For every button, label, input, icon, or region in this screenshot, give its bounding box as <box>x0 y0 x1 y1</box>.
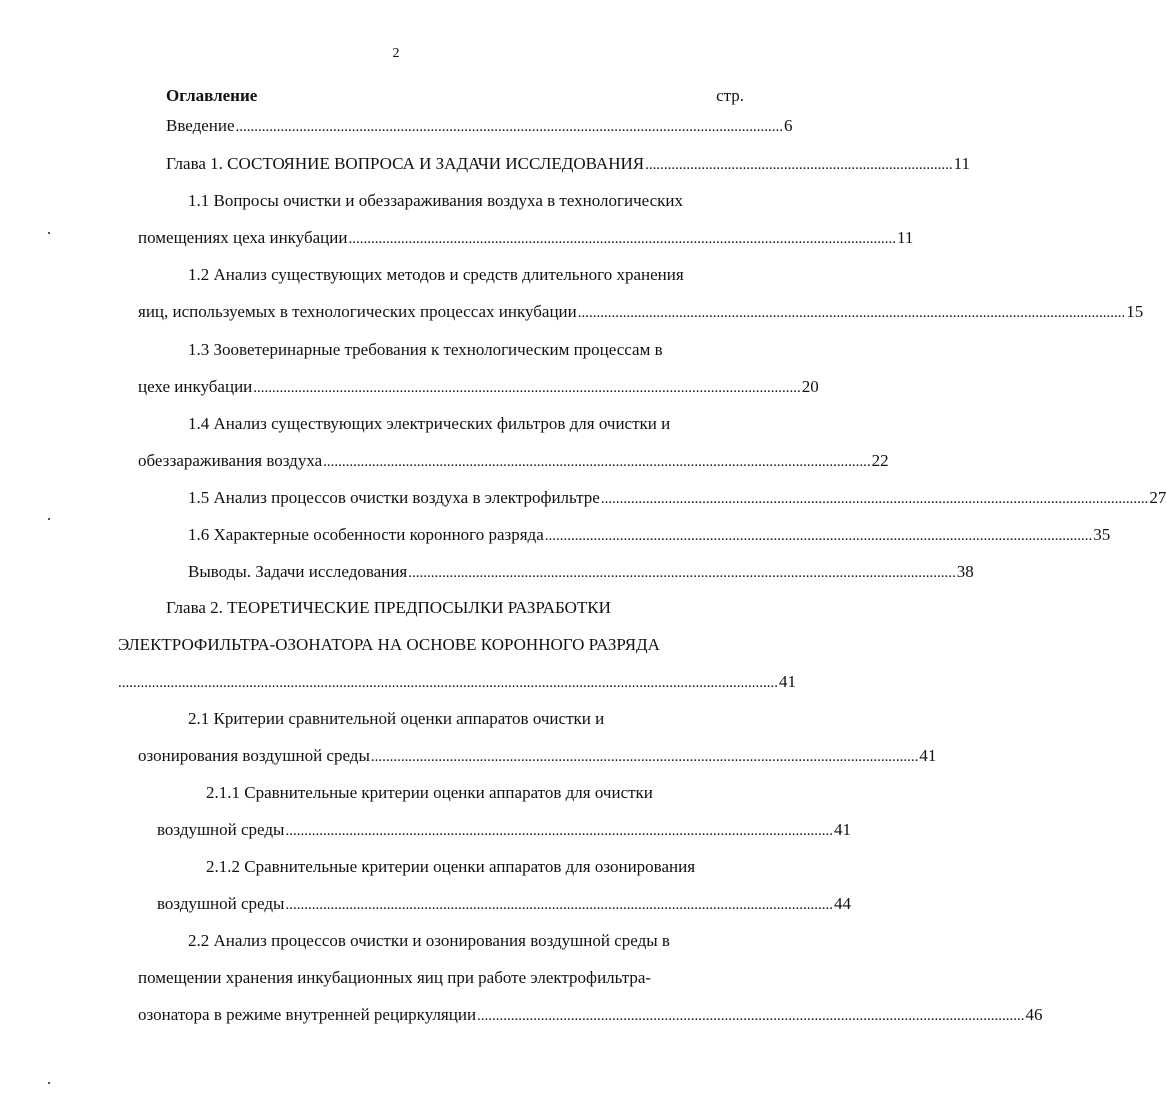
toc-entry-1-2[interactable] <box>138 302 1144 323</box>
toc-leader-dots: ................................................................................................................................................................................ <box>118 675 778 691</box>
toc-entry-chapter-2[interactable] <box>118 672 796 693</box>
toc-entry-text-line: Глава 2. ТЕОРЕТИЧЕСКИЕ ПРЕДПОСЫЛКИ РАЗРАБОТКИ <box>166 598 611 617</box>
toc-entry-text-line: 2.1 Критерии сравнительной оценки аппаратов очистки и <box>188 709 605 728</box>
toc-entry-text: воздушной среды <box>157 894 285 913</box>
scan-mark <box>48 1082 50 1084</box>
toc-entry-page: 41 <box>919 746 937 765</box>
page-number: 2 <box>392 46 400 61</box>
toc-entry-text: воздушной среды <box>157 820 285 839</box>
toc-entry-text-line: 1.4 Анализ существующих электрических фильтров для очистки и <box>188 414 671 433</box>
toc-entry-2-2[interactable] <box>138 1005 1043 1026</box>
toc-entry-text: цехе инкубации <box>138 377 253 396</box>
toc-entry-2-1-2[interactable] <box>157 894 851 915</box>
toc-entry-text: помещениях цеха инкубации <box>138 228 348 247</box>
toc-entry-text: 1.6 Характерные особенности коронного разряда <box>188 525 544 544</box>
toc-leader-dots: .................................................................................................................................................. <box>323 454 871 470</box>
toc-entry-chapter-1[interactable] <box>166 154 970 175</box>
toc-entry-page: 11 <box>896 228 914 247</box>
toc-entry-text-line: 1.1 Вопросы очистки и обеззараживания воздуха в технологических <box>188 191 683 210</box>
toc-entry-text-line: помещении хранения инкубационных яиц при работе электрофильтра- <box>138 968 652 987</box>
toc-entry-text-line: 2.2 Анализ процессов очистки и озонирования воздушной среды в <box>188 931 670 950</box>
toc-entry-text: Введение <box>166 116 235 135</box>
toc-entry-conclusions[interactable] <box>188 562 974 583</box>
toc-entry-text: 1.5 Анализ процессов очистки воздуха в электрофильтре <box>188 488 600 507</box>
toc-leader-dots: .................................................................................................................................................. <box>285 823 833 839</box>
toc-entry-text: обеззараживания воздуха <box>138 451 323 470</box>
toc-entry-text-line: ЭЛЕКТРОФИЛЬТРА-ОЗОНАТОРА НА ОСНОВЕ КОРОННОГО РАЗРЯДА <box>118 635 660 654</box>
toc-leader-dots: .................................................................................................................................................. <box>577 305 1126 321</box>
scan-mark <box>48 518 50 520</box>
toc-title: Оглавление <box>166 86 258 105</box>
scan-mark <box>48 232 50 234</box>
toc-entry-1-6[interactable] <box>188 525 1111 546</box>
toc-header <box>166 86 744 106</box>
toc-entry-page: 44 <box>833 894 851 913</box>
toc-entry-page: 41 <box>833 820 851 839</box>
toc-leader-dots: .................................................................................. <box>645 157 953 173</box>
toc-entry-page: 41 <box>779 672 796 691</box>
toc-page-label: стр. <box>716 86 744 105</box>
toc-entry-page: 27 <box>1149 488 1166 507</box>
toc-entry-1-4[interactable] <box>138 451 889 472</box>
toc-entry-2-1[interactable] <box>138 746 937 767</box>
toc-entry-page: 6 <box>784 116 793 135</box>
toc-entry-text: озонирования воздушной среды <box>138 746 370 765</box>
toc-leader-dots: .................................................................................................................................................. <box>235 119 784 135</box>
toc-entry-text: Глава 1. СОСТОЯНИЕ ВОПРОСА И ЗАДАЧИ ИССЛЕДОВАНИЯ <box>166 154 645 173</box>
toc-entry-text: озонатора в режиме внутренней рециркуляции <box>138 1005 477 1024</box>
toc-entry-text-line: 2.1.2 Сравнительные критерии оценки аппаратов для озонирования <box>206 857 696 876</box>
toc-entry-1-5[interactable] <box>188 488 1166 509</box>
toc-leader-dots: .................................................................................................................................................. <box>408 565 956 581</box>
toc-entry-1-1[interactable] <box>138 228 914 249</box>
toc-entry-page: 38 <box>956 562 974 581</box>
toc-leader-dots: .................................................................................................................................................. <box>600 491 1149 507</box>
toc-leader-dots: .................................................................................................................................................. <box>477 1008 1025 1024</box>
toc-entry-page: 11 <box>953 154 970 173</box>
toc-entry-text: Выводы. Задачи исследования <box>188 562 408 581</box>
toc-leader-dots: .................................................................................................................................................. <box>253 380 801 396</box>
toc-entry-2-1-1[interactable] <box>157 820 851 841</box>
toc-entry-page: 15 <box>1126 302 1144 321</box>
toc-entry-page: 20 <box>801 377 819 396</box>
toc-entry-page: 35 <box>1093 525 1111 544</box>
toc-entry-text-line: 1.2 Анализ существующих методов и средств длительного хранения <box>188 265 684 284</box>
toc-entry-1-3[interactable] <box>138 377 819 398</box>
toc-leader-dots: .................................................................................................................................................. <box>285 897 833 913</box>
toc-leader-dots: .................................................................................................................................................. <box>544 528 1093 544</box>
toc-entry-page: 46 <box>1025 1005 1043 1024</box>
toc-entry-text-line: 2.1.1 Сравнительные критерии оценки аппаратов для очистки <box>206 783 653 802</box>
toc-entry-text-line: 1.3 Зооветеринарные требования к технологическим процессам в <box>188 340 663 359</box>
toc-entry-page: 22 <box>871 451 889 470</box>
toc-leader-dots: .................................................................................................................................................. <box>348 231 896 247</box>
toc-leader-dots: .................................................................................................................................................. <box>370 749 919 765</box>
toc-entry-introduction[interactable] <box>166 116 793 137</box>
toc-entry-text: яиц, используемых в технологических процессах инкубации <box>138 302 577 321</box>
